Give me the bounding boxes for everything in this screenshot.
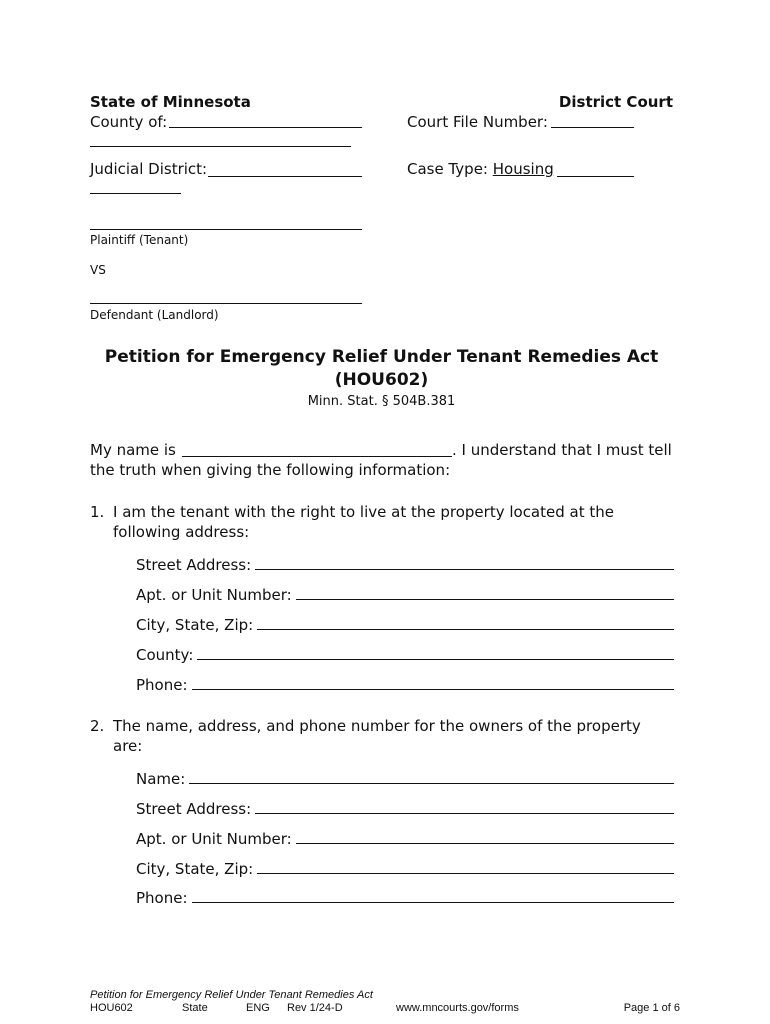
footer-jurisdiction: State [182,1002,208,1014]
county-field-continuation[interactable] [90,146,351,147]
field-label: Street Address: [136,800,252,818]
tenant-unit-number-row[interactable] [136,585,674,604]
field-label: City, State, Zip: [136,860,254,878]
owner-city-state-zip-field[interactable] [257,859,674,874]
owner-street-address-field[interactable] [255,799,674,814]
field-label: City, State, Zip: [136,616,254,634]
state-name: State of Minnesota [90,93,251,111]
tenant-city-state-zip-field[interactable] [257,615,674,630]
section1-number: 1. [90,503,105,521]
footer-form-code: HOU602 [90,1002,133,1014]
tenant-county-row[interactable] [136,645,674,664]
tenant-city-state-zip-row[interactable] [136,615,674,634]
case-type-value: Housing [492,160,554,178]
my-name-field[interactable] [182,456,452,457]
footer-page-number: Page 1 of 6 [623,1002,680,1014]
judicial-district-field[interactable] [208,176,362,177]
section2-line2: are: [113,737,143,755]
section2-number: 2. [90,717,105,735]
field-label: Phone: [136,889,188,907]
footer-language: ENG [246,1002,270,1014]
case-type-label [407,160,554,178]
owner-name-field[interactable] [189,769,674,784]
owner-city-state-zip-row[interactable] [136,859,674,878]
intro-line2: the truth when giving the following information: [90,461,451,479]
footer-revision: Rev 1/24-D [287,1002,343,1014]
field-label: Name: [136,770,186,788]
section1-line1: I am the tenant with the right to live at the property located at the [113,503,614,521]
field-label: Apt. or Unit Number: [136,586,292,604]
owner-phone-field[interactable] [192,888,674,903]
court-name: District Court [558,93,673,111]
tenant-street-address-field[interactable] [255,555,674,570]
statute-reference: Minn. Stat. § 504B.381 [307,394,456,409]
defendant-field[interactable] [90,303,362,304]
footer-form-title: Petition for Emergency Relief Under Tenant Remedies Act [90,989,373,1001]
field-label: Street Address: [136,556,252,574]
owner-phone-row[interactable] [136,888,674,907]
field-label: Phone: [136,676,188,694]
owner-unit-number-row[interactable] [136,829,674,848]
defendant-label: Defendant (Landlord) [90,308,219,322]
court-file-number-field[interactable] [551,127,634,128]
form-title-line2: (HOU602) [334,370,429,390]
court-file-number-label: Court File Number: [407,113,548,131]
my-name-label: My name is [90,441,176,459]
field-label: County: [136,646,194,664]
tenant-phone-field[interactable] [192,675,674,690]
section2-line1: The name, address, and phone number for the owners of the property [113,717,641,735]
section1-line2: following address: [113,523,250,541]
form-title-line1: Petition for Emergency Relief Under Tenant Remedies Act [104,347,659,367]
plaintiff-label: Plaintiff (Tenant) [90,233,189,247]
case-type-field[interactable] [557,176,634,177]
field-label: Apt. or Unit Number: [136,830,292,848]
tenant-phone-row[interactable] [136,675,674,694]
county-label: County of: [90,113,168,131]
owner-name-row[interactable] [136,769,674,788]
judicial-district-field-continuation[interactable] [90,193,181,194]
footer-url[interactable]: www.mncourts.gov/forms [396,1002,519,1014]
judicial-district-label: Judicial District: [90,160,208,178]
versus-label: VS [90,263,106,277]
county-field[interactable] [169,127,362,128]
intro-continued: . I understand that I must tell [452,441,672,459]
tenant-street-address-row[interactable] [136,555,674,574]
owner-unit-number-field[interactable] [296,829,674,844]
case-type-label-text: Case Type: [407,160,493,178]
plaintiff-field[interactable] [90,229,362,230]
owner-street-address-row[interactable] [136,799,674,818]
tenant-county-field[interactable] [197,645,674,660]
tenant-unit-number-field[interactable] [296,585,674,600]
